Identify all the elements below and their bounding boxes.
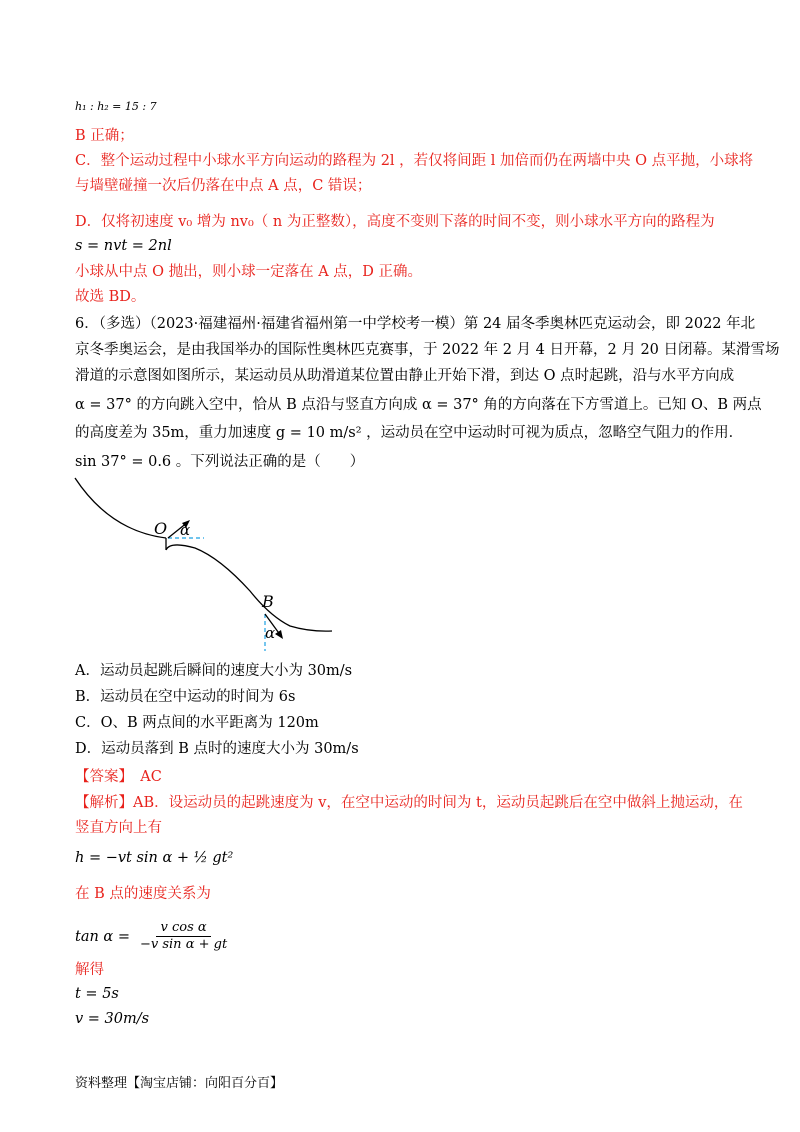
question6-line3: 滑道的示意图如图所示，某运动员从助滑道某位置由静止开始下滑，到达 O 点时起跳，沿与水平方向成 xyxy=(75,368,735,384)
vertical-motion-equation: h = −vt sin α + ½ gt² xyxy=(75,850,234,866)
velocity-relation-label: 在 B 点的速度关系为 xyxy=(75,886,211,902)
d-formula: s = nvt = 2nl xyxy=(75,238,172,254)
footer-note: 资料整理【淘宝店铺：向阳百分百】 xyxy=(75,1076,284,1091)
tan-equation xyxy=(75,920,231,953)
question6-line4: α = 37° 的方向跳入空中，恰从 B 点沿与竖直方向成 α = 37° 角的方向落在下方雪道上。已知 O、B 两点 xyxy=(75,397,762,413)
point-o-label: O xyxy=(154,519,168,538)
b-correct-line: B 正确； xyxy=(75,128,134,144)
solve-label: 解得 xyxy=(75,962,104,978)
option-c: C．O、B 两点间的水平距离为 120m xyxy=(75,715,319,731)
c-explanation-line2: 与墙壁碰撞一次后仍落在中点 A 点，C 错误； xyxy=(75,178,372,194)
ski-slope-diagram xyxy=(70,476,340,651)
question6-line1: 6．（多选）（2023·福建福州·福建省福州第一中学校考一模）第 24 届冬季奥林匹克运动会，即 2022 年北 xyxy=(75,316,756,332)
d-explanation-line3: 小球从中点 O 抛出，则小球一定落在 A 点，D 正确。 xyxy=(75,264,423,280)
point-b-label: B xyxy=(262,592,274,611)
landing-slope xyxy=(166,545,332,631)
answer-line: 【答案】 AC xyxy=(75,769,162,785)
c-explanation-line1: C．整个运动过程中小球水平方向运动的路程为 2l ，若仅将间距 l 加倍而仍在两墙中央 O 点平抛，小球将 xyxy=(75,153,754,169)
alpha-bottom-label: α xyxy=(265,624,276,642)
tan-numerator: v cos α xyxy=(156,920,210,937)
option-b: B．运动员在空中运动的时间为 6s xyxy=(75,689,296,705)
choose-line: 故选 BD。 xyxy=(75,289,146,305)
analysis-line1: 【解析】AB．设运动员的起跳速度为 v，在空中运动的时间为 t，运动员起跳后在空中做斜上抛运动，在 xyxy=(75,795,743,811)
question6-line5: 的高度差为 35m，重力加速度 g = 10 m/s² ，运动员在空中运动时可视为质点，忽略空气阻力的作用． xyxy=(75,425,744,441)
landing-arrowhead xyxy=(275,630,283,639)
option-d: D．运动员落到 B 点时的速度大小为 30m/s xyxy=(75,741,359,757)
d-explanation-line1: D．仅将初速度 v₀ 增为 nv₀（ n 为正整数），高度不变则下落的时间不变，则小球水平方向的路程为 xyxy=(75,214,715,230)
question6-line2: 京冬季奥运会，是由我国举办的国际性奥林匹克赛事，于 2022 年 2 月 4 日开幕，2 月 20 日闭幕。某滑雪场 xyxy=(75,342,780,358)
question6-line6: sin 37° = 0.6 。下列说法正确的是（ ） xyxy=(75,454,365,470)
tan-lhs: tan α = xyxy=(75,928,130,945)
height-ratio: h₁ : h₂ = 15 : 7 xyxy=(75,100,157,113)
ramp-curve xyxy=(75,478,166,538)
alpha-top-label: α xyxy=(180,521,191,539)
tan-denominator: −v sin α + gt xyxy=(139,937,228,952)
tan-fraction xyxy=(136,920,231,953)
time-result: t = 5s xyxy=(75,986,119,1002)
option-a: A．运动员起跳后瞬间的速度大小为 30m/s xyxy=(75,663,353,679)
analysis-line2: 竖直方向上有 xyxy=(75,820,162,836)
velocity-result: v = 30m/s xyxy=(75,1011,150,1027)
